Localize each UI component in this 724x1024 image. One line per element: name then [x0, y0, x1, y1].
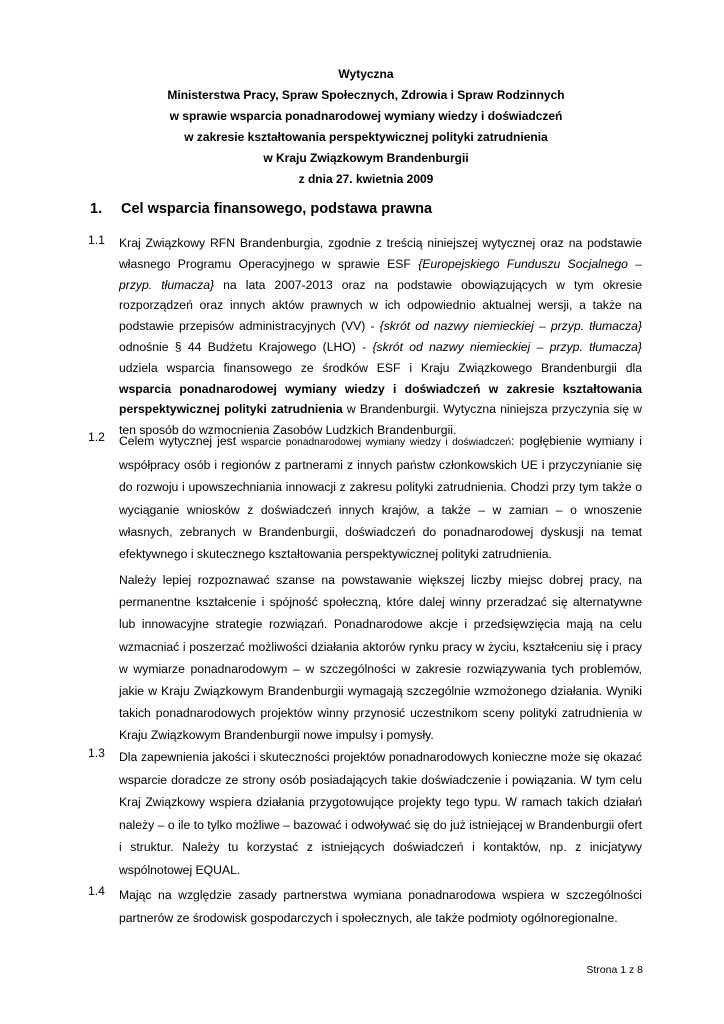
paragraph-text: Dla zapewnienia jakości i skuteczności projektów ponadnarodowych konieczne może się okazać wsparcie doradcze ze strony osób posiadających takie doświadczenie i powiązania. W tym celu Kraj Związkowy wspiera działania przygotowujące projekty tego typu. W ramach takich działań należy – o ile to tylko możliwe – bazować i odwoływać się do już istniejącej w Brandenburgii ofert i struktur. Należy tu korzystać z istniejących doświadczeń i kontaktów, np. z inicjatywy wspólnotowej EQUAL.	[119, 750, 642, 877]
header-subject-line2: w zakresie kształtowania perspektywicznej polityki zatrudnienia	[184, 130, 548, 144]
header-date: z dnia 27. kwietnia 2009	[298, 172, 434, 186]
header-region: w Kraju Związkowym Brandenburgii	[263, 151, 469, 165]
section-number: 1.	[90, 201, 103, 217]
paragraph-number: 1.1	[88, 233, 105, 247]
document-header	[90, 64, 642, 190]
section-title: Cel wsparcia finansowego, podstawa prawna	[121, 201, 433, 217]
header-title: Wytyczna	[338, 67, 394, 81]
paragraph-1-4	[88, 884, 642, 929]
paragraph-text: Mając na względzie zasady partnerstwa wymiana ponadnarodowa wspiera w szczególności partnerów ze środowisk gospodarczych i społecznych, ale także podmioty ogólnoregionalne.	[119, 888, 642, 925]
paragraph-1-3	[88, 746, 642, 882]
page-number: Strona 1 z 8	[586, 964, 643, 976]
paragraph-text: Kraj Związkowy RFN Brandenburgia, zgodnie z treścią niniejszej wytycznej oraz na podstawie własnego Programu Operacyjnego w sprawie ESF {Europejskiego Funduszu Socjalnego – przyp. tłumacza} na lata 2007-2013 oraz na podstawie obowiązujących w tym okresie rozporządzeń oraz innych aktów prawnych w ich odpowiednio aktualnej wersji, a także na podstawie przepisów administracyjnych (VV) - {skrót od nazwy niemieckiej – przyp. tłumacza} odnośnie § 44 Budżetu Krajowego (LHO) - {skrót od nazwy niemieckiej – przyp. tłumacza} udziela wsparcia finansowego ze środków ESF i Kraju Związkowego Brandenburgii dla wsparcia ponadnarodowej wymiany wiedzy i doświadczeń w zakresie kształtowania perspektywicznej polityki zatrudnienia w Brandenburgii. Wytyczna niniejsza przyczynia się w ten sposób do wzmocnienia Zasobów Ludzkich Brandenburgii.	[119, 236, 643, 438]
paragraph-number: 1.3	[88, 746, 105, 760]
paragraph-1-2-continuation: Należy lepiej rozpoznawać szanse na powstawanie większej liczby miejsc dobrej pracy, na permanentne kształcenie i spójność społeczną, które dalej winny przeradzać się alternatywne lub innowacyjne strategie rozwiązań. Ponadnarodowe akcje i przedsięwzięcia mają na celu wzmacniać i poszerzać możliwości działania aktorów rynku pracy w życiu, kształceniu się i pracy w wymiarze ponadnarodowym – w szczególności w zakresie rozwiązywania tych problemów, jakie w Kraju Związkowym Brandenburgii wymagają szczególnie wzmożonego działania. Wyniki takich ponadnarodowych projektów winny przynosić uczestnikom sceny polityki zatrudnienia w Kraju Związkowym Brandenburgii nowe impulsy i pomysły.	[119, 573, 642, 743]
paragraph-1-2	[88, 430, 642, 565]
header-ministry: Ministerstwa Pracy, Spraw Społecznych, Zdrowia i Spraw Rodzinnych	[167, 88, 565, 102]
paragraph-1-1	[88, 233, 642, 441]
paragraph-number: 1.2	[88, 430, 105, 444]
paragraph-text: Celem wytycznej jest wsparcie ponadnarodowej wymiany wiedzy i doświadczeń: pogłębienie wymiany i współpracy osób i regionów z partnerami z innych państw członkowskich UE i przyczynianie się do rozwoju i upowszechniania innowacji z zakresu polityki zatrudnienia. Chodzi przy tym także o wyciąganie wniosków z doświadczeń innych krajów, a także – w zamian – o wnoszenie własnych, zebranych w Brandenburgii, doświadczeń do ponadnarodowej dyskusji na temat efektywnego i skutecznego kształtowania perspektywicznej polityki zatrudnienia.	[119, 434, 642, 562]
paragraph-number: 1.4	[88, 884, 105, 898]
header-subject-line1: w sprawie wsparcia ponadnarodowej wymiany wiedzy i doświadczeń	[169, 109, 563, 123]
